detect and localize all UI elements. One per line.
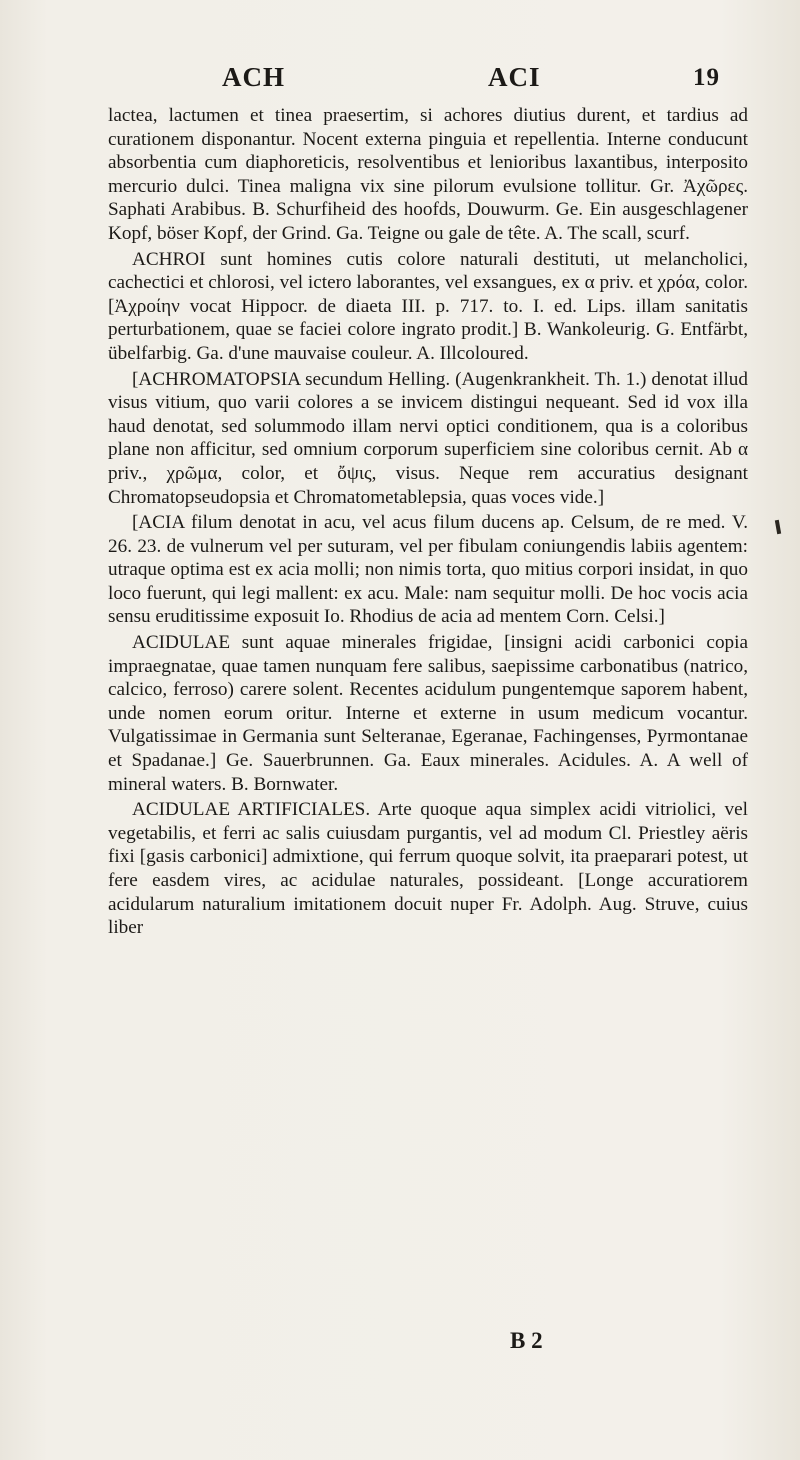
- header-left-guideword: ACH: [222, 62, 285, 92]
- entry-achromatopsia: [ACHROMATOPSIA secundum Helling. (Augenkrankheit. Th. 1.) denotat illud visus vitium, quo varii colores a se invicem distingui nequeant. Sed id vox illa haud denotat, sed solummodo illam nervi optici conditionem, qua is a coloribus plane non afficitur, sed omnium corporum superficiem sine coloribus cernit. Ab α priv., χρῶμα, color, et ὄψις, visus. Neque rem accuratius designant Chromatopseudopsia et Chromatometablepsia, quas voces vide.]: [108, 368, 748, 508]
- entry-acia: [ACIA filum denotat in acu, vel acus filum ducens ap. Celsum, de re med. V. 26. 23. de vulnerum vel per suturam, vel per fibulam coniungendis labiis agentem: utraque optima est ex acia molli; non nimis torta, quo mitius corpori insidat, in quo loco fuerunt, qui legi mallent: ex acu. Male: nam sequitur molli. De hoc vocis acia sensu eruditissime exposuit Io. Rhodius de acia ad mentem Corn. Celsi.]: [108, 512, 748, 628]
- entry-acidulae-artificiales: ACIDULAE ARTIFICIALES. Arte quoque aqua simplex acidi vitriolici, vel vegetabilis, et ferri ac salis cuiusdam purgantis, vel ad modum Cl. Priestley aëris fixi [gasis carbonici] admixtione, qui ferrum quoque solvit, ita praeparari potest, ut fere easdem vires, ac acidulae naturales, possideant. [Longe accuratiorem acidularum naturalium imitationem docuit nuper Fr. Adolph. Aug. Struve, cuius liber: [108, 799, 748, 939]
- page-body: [108, 104, 748, 942]
- paragraph-lactea: lactea, lactumen et tinea praesertim, si achores diutius durent, et tardius ad curationem disponantur. Nocent externa pinguia et repellentia. Interne conducunt absorbentia cum diaphoreticis, resolventibus et lenioribus laxantibus, interposito mercurio dulci. Tinea maligna vix sine pilorum evulsione tollitur. Gr. Ἀχῶρες. Saphati Arabibus. B. Schurfiheid des hoofds, Douwurm. Ge. Ein ausgeschlagener Kopf, böser Kopf, der Grind. Ga. Teigne ou gale de tête. A. The scall, scurf.: [108, 105, 748, 244]
- margin-mark: [775, 520, 781, 534]
- running-header: [0, 62, 800, 102]
- signature-mark: B 2: [510, 1328, 543, 1353]
- entry-acidulae: ACIDULAE sunt aquae minerales frigidae, [insigni acidi carbonici copia impraegnatae, quae tamen nunquam fere salibus, saepissime carbonatibus (natrico, calcico, ferroso) carere solent. Recentes acidulum pungentemque saporem habent, unde nomen eorum oritur. Interne et externe in usum medicum vocantur. Vulgatissimae in Germania sunt Selteranae, Egeranae, Fachingenses, Pyrmontanae et Spadanae.] Ge. Sauerbrunnen. Ga. Eaux minerales. Acidules. A. A well of mineral waters. B. Bornwater.: [108, 632, 748, 795]
- entry-achroi: ACHROI sunt homines cutis colore naturali destituti, ut melancholici, cachectici et chlorosi, vel ictero laborantes, vel exsangues, ex α priv. et χρόα, color. [Ἀχροίην vocat Hippocr. de diaeta III. p. 717. to. I. ed. Lips. illam sanitatis perturbationem, quae se faciei colore ingrato prodit.] B. Wankoleurig. G. Entfärbt, übelfarbig. Ga. d'une mauvaise couleur. A. Illcoloured.: [108, 248, 748, 364]
- page-number: 19: [693, 64, 720, 91]
- header-right-guideword: ACI: [488, 62, 541, 92]
